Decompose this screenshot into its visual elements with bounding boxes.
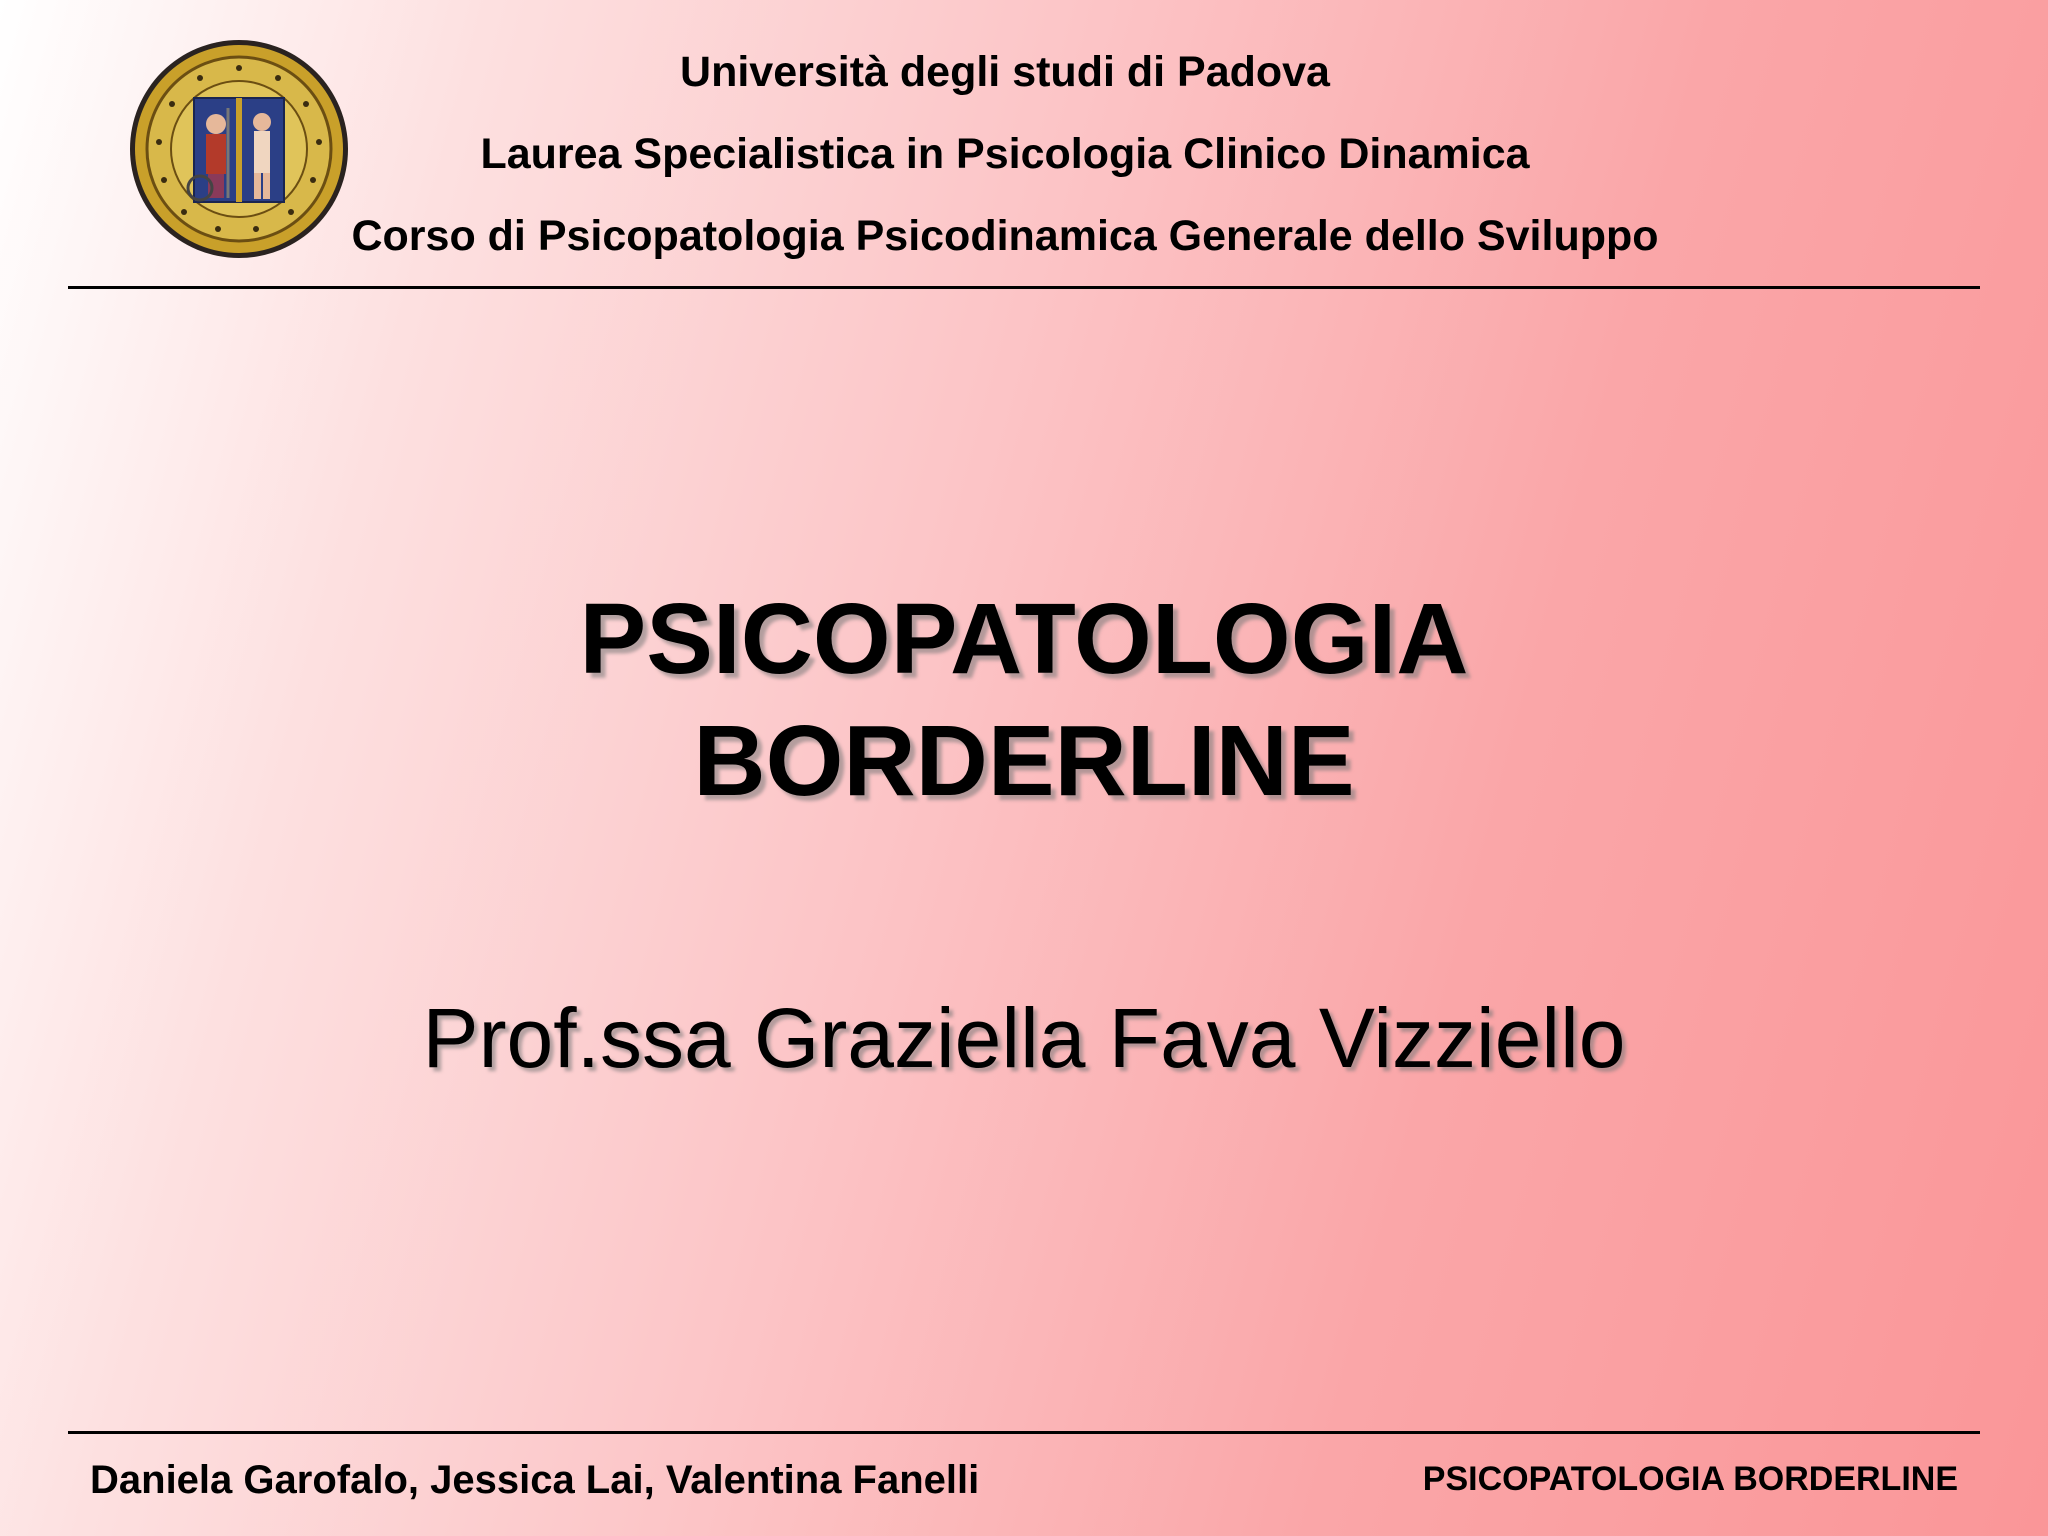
footer-topic: PSICOPATOLOGIA BORDERLINE: [1422, 1460, 1958, 1498]
slide-title-line-2: BORDERLINE: [693, 705, 1355, 817]
header-divider: [68, 286, 1980, 289]
course-name: Corso di Psicopatologia Psicodinamica Generale dello Sviluppo: [351, 212, 1659, 260]
presenter-name: Prof.ssa Graziella Fava Vizziello: [422, 991, 1626, 1085]
footer-divider: [68, 1431, 1980, 1434]
degree-name: Laurea Specialistica in Psicologia Clinico Dinamica: [480, 130, 1530, 178]
university-name: Università degli studi di Padova: [680, 48, 1330, 96]
slide-title-line-1: PSICOPATOLOGIA: [579, 583, 1469, 695]
footer-authors: Daniela Garofalo, Jessica Lai, Valentina Fanelli: [90, 1458, 980, 1502]
